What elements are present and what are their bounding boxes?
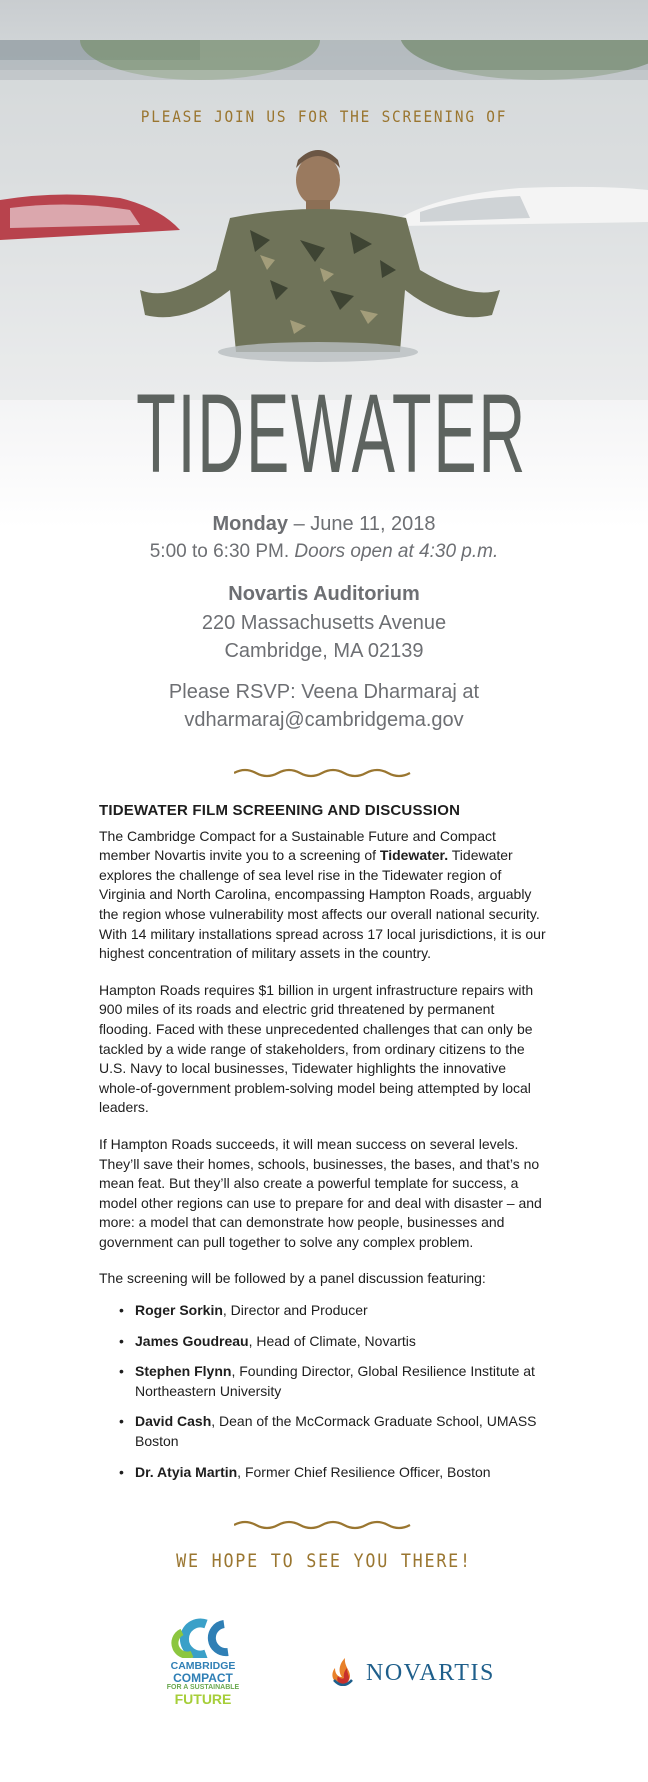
- description-section: [99, 801, 551, 1493]
- panelist-name: Stephen Flynn: [135, 1363, 232, 1380]
- event-time-range: 5:00 to 6:30 PM.: [149, 541, 290, 562]
- cc-line-4: FUTURE: [174, 1691, 232, 1707]
- invitation-tagline: PLEASE JOIN US FOR THE SCREENING OF: [140, 107, 508, 126]
- cambridge-compact-logo: [162, 1618, 244, 1708]
- cc-line-1: CAMBRIDGE: [170, 1660, 236, 1672]
- bullet: •: [119, 1463, 124, 1480]
- wave-divider-bottom: [234, 1518, 414, 1532]
- paragraph-panel-intro: The screening will be followed by a panel discussion featuring:: [99, 1270, 486, 1287]
- closing-message: WE HOPE TO SEE YOU THERE!: [176, 1550, 472, 1572]
- intro-text-b: Tidewater explores the challenge of sea level rise in the Tidewater region of Virginia and North Carolina, encompassing Hampton Roads, arguably the region whose vulnerability most affects our overall national security. With 14 military installations spread across 17 local jurisdictions, it is our highest concentration of military assets in the country.: [99, 847, 546, 962]
- doors-open-note: Doors open at 4:30 p.m.: [289, 541, 499, 562]
- hero-banner: [0, 0, 648, 600]
- panelist-item: [119, 1301, 551, 1321]
- section-heading: TIDEWATER FILM SCREENING AND DISCUSSION: [99, 802, 461, 819]
- panelist-role: , Former Chief Resilience Officer, Boston: [237, 1463, 491, 1480]
- novartis-wordmark: NOVARTIS: [366, 1660, 495, 1686]
- rsvp-email-link[interactable]: vdharmaraj@cambridgema.gov: [184, 709, 464, 731]
- event-date-rest: – June 11, 2018: [288, 513, 436, 535]
- panelist-name: Dr. Atyia Martin: [135, 1463, 238, 1480]
- film-title: TIDEWATER: [136, 371, 528, 496]
- bullet: •: [119, 1332, 124, 1349]
- bullet: •: [119, 1413, 124, 1430]
- bullet: •: [119, 1302, 124, 1319]
- venue-name: Novartis Auditorium: [228, 583, 420, 605]
- venue-street: 220 Massachusetts Avenue: [201, 612, 447, 634]
- flame-icon: [326, 1650, 360, 1686]
- event-date: [0, 513, 648, 536]
- intro-film-name: Tidewater.: [379, 847, 449, 864]
- intro-text-a: The Cambridge Compact for a Sustainable Future and Compact member Novartis invite you to a screening of: [99, 827, 496, 864]
- panelist-item: [119, 1362, 551, 1401]
- panelist-name: Roger Sorkin: [135, 1302, 223, 1319]
- panelist-role: , Head of Climate, Novartis: [248, 1332, 416, 1349]
- event-time: [0, 541, 648, 563]
- panelist-item: [119, 1332, 551, 1352]
- paragraph-infrastructure: Hampton Roads requires $1 billion in urgent infrastructure repairs with 900 miles of its roads and electric grid threatened by permanent flooding. Faced with these unprecedented challenges that can only be tackled by a wide range of stakeholders, from ordinary citizens to the U.S. Navy to local businesses, Tidewater highlights the innovative whole-of-government problem-solving model being attempted by local leaders.: [99, 981, 534, 1116]
- panelist-role: , Dean of the McCormack Graduate School, UMASS Boston: [135, 1413, 537, 1450]
- panelist-name: David Cash: [135, 1413, 212, 1430]
- panelist-item: [119, 1412, 551, 1451]
- cc-line-3: FOR A SUSTAINABLE: [166, 1684, 240, 1691]
- event-day: Monday: [212, 513, 289, 535]
- venue-city: Cambridge, MA 02139: [224, 640, 424, 662]
- wave-divider-top: [234, 766, 414, 780]
- cc-mark-icon: [162, 1618, 244, 1658]
- rsvp-line: Please RSVP: Veena Dharmaraj at: [168, 681, 480, 703]
- cc-line-2: COMPACT: [173, 1671, 233, 1685]
- panelist-role: , Founding Director, Global Resilience Institute at Northeastern University: [135, 1363, 535, 1399]
- bullet: •: [119, 1363, 124, 1380]
- panelist-name: James Goudreau: [135, 1332, 249, 1349]
- panelist-role: , Director and Producer: [222, 1302, 368, 1319]
- paragraph-intro: [99, 827, 551, 964]
- panelist-list: [119, 1301, 551, 1482]
- panelist-item: [119, 1463, 551, 1483]
- paragraph-success: If Hampton Roads succeeds, it will mean success on several levels. They’ll save their homes, schools, businesses, the bases, and that’s no mean feat. But they’ll also create a powerful template for success, a model other regions can use to prepare for and deal with disaster – and more: a model that can demonstrate how people, businesses and government can pull together to solve any complex problem.: [99, 1135, 542, 1250]
